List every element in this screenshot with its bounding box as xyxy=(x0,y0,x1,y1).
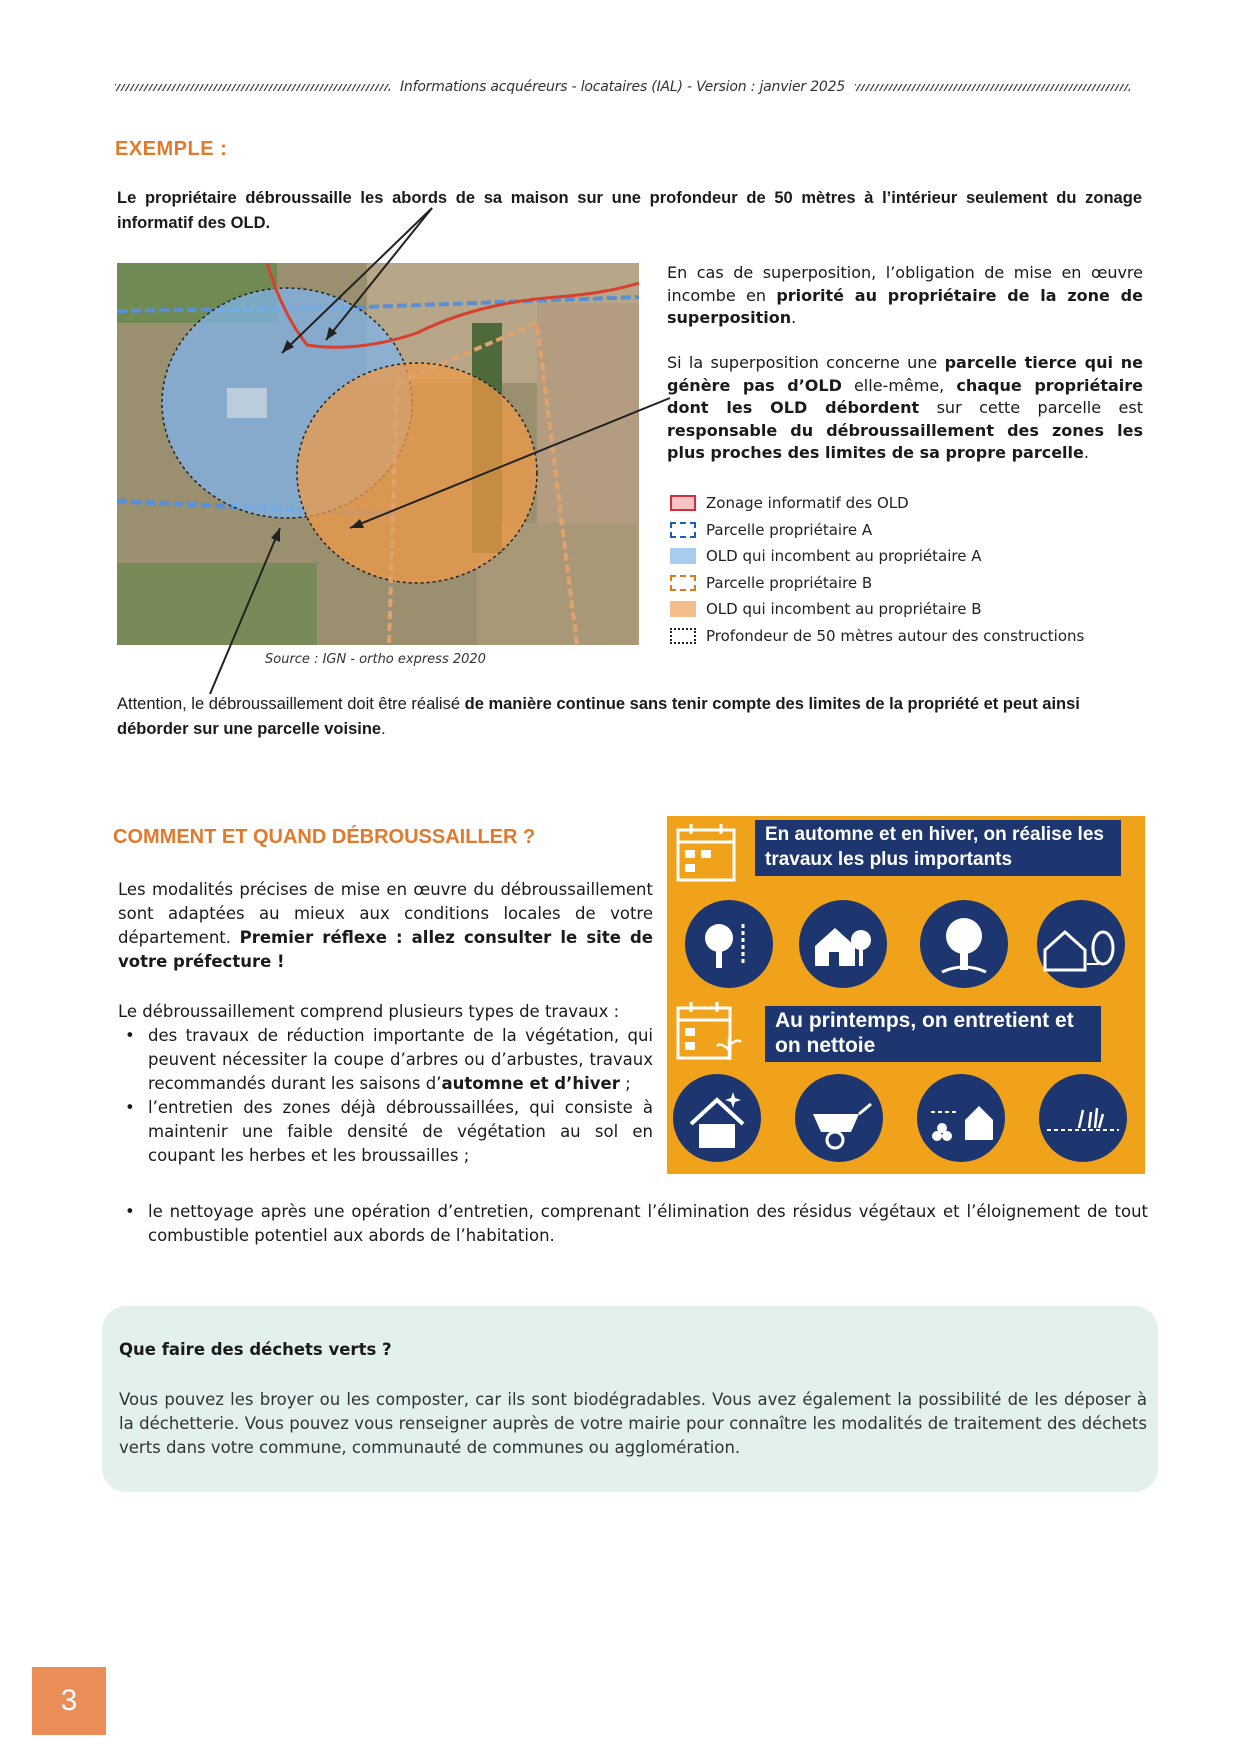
works-list-continued xyxy=(118,1200,1148,1248)
text-span: Les modalités précises de mise en œuvre du débroussaillement sont adaptées au mieux aux conditions locales de votre département. xyxy=(118,880,653,947)
list-item: • le nettoyage après une opération d’entretien, comprenant l’élimination des résidus végétaux et l’éloignement de tout combustible potentiel aux abords de l’habitation. xyxy=(118,1200,1148,1248)
page-number: 3 xyxy=(32,1667,106,1735)
legend-item xyxy=(670,570,1084,597)
how-title: COMMENT ET QUAND DÉBROUSSAILLER ? xyxy=(113,826,536,848)
text-span: En cas de superposition, l’obligation de mise en œuvre incombe en xyxy=(667,263,1143,305)
example-title: EXEMPLE : xyxy=(115,138,228,160)
text-bold: parcelle tierce qui ne génère pas d’OLD xyxy=(667,353,1143,395)
text-span: elle-même, xyxy=(841,375,957,395)
map-source: Source : IGN - ortho express 2020 xyxy=(265,652,486,667)
text-bold: chaque propriétaire dont les OLD débordent xyxy=(667,375,1144,417)
page-header xyxy=(115,76,1130,98)
tree-cutting-icon xyxy=(685,900,773,988)
legend-label: Parcelle propriétaire B xyxy=(706,573,873,592)
text-bold: priorité au propriétaire de la zone de superposition xyxy=(667,285,1143,327)
legend-item xyxy=(670,543,1084,570)
firewood-distance-icon xyxy=(917,1074,1005,1162)
banner-spring: Au printemps, on entretient et on nettoie xyxy=(765,1006,1101,1062)
text-span: des travaux de réduction importante de la végétation, qui peuvent nécessiter la coupe d’arbres ou d’arbustes, travaux recommandés durant les saisons d’ xyxy=(148,1026,653,1093)
text-bold: responsable du débroussaillement des zones les plus proches des limites de sa propre parcelle xyxy=(667,420,1143,462)
map-old-zone-b xyxy=(297,363,537,583)
text-span: . xyxy=(1083,443,1089,462)
how-paragraph xyxy=(118,878,653,974)
grass-cutting-icon xyxy=(1039,1074,1127,1162)
legend-item xyxy=(670,596,1084,623)
roof-cleaning-icon xyxy=(673,1074,761,1162)
text-span: Si la superposition concerne une xyxy=(667,353,945,372)
list-item xyxy=(118,1024,653,1096)
swatch-icon xyxy=(670,522,696,538)
map-legend xyxy=(670,490,1084,649)
green-waste-title: Que faire des déchets verts ? xyxy=(119,1340,392,1359)
legend-label: Profondeur de 50 mètres autour des constructions xyxy=(706,626,1085,645)
example-intro xyxy=(117,186,1142,236)
works-list-block xyxy=(118,1000,653,1168)
header-hatch-right xyxy=(855,84,1130,91)
legend-label: OLD qui incombent au propriétaire A xyxy=(706,547,982,566)
swatch-icon xyxy=(670,601,696,617)
text-span: . xyxy=(791,308,797,327)
swatch-icon xyxy=(670,628,696,644)
banner-autumn-winter: En automne et en hiver, on réalise les travaux les plus importants xyxy=(755,820,1121,876)
superposition-paragraph xyxy=(667,262,1143,330)
tree-pruning-icon xyxy=(920,900,1008,988)
legend-label: OLD qui incombent au propriétaire B xyxy=(706,600,982,619)
map-field xyxy=(117,563,317,645)
legend-label: Parcelle propriétaire A xyxy=(706,520,873,539)
green-waste-box xyxy=(102,1306,1158,1492)
swatch-icon xyxy=(670,548,696,564)
house-tree-icon xyxy=(799,900,887,988)
swatch-icon xyxy=(670,495,696,511)
text-span: Attention, le débroussaillement doit être réalisé xyxy=(117,695,465,713)
legend-item xyxy=(670,623,1084,650)
attention-note xyxy=(117,692,1142,742)
works-intro: Le débroussaillement comprend plusieurs types de travaux : xyxy=(118,1002,620,1021)
third-parcel-paragraph xyxy=(667,352,1143,465)
header-hatch-left xyxy=(115,84,390,91)
legend-item xyxy=(670,517,1084,544)
legend-item xyxy=(670,490,1084,517)
wheelbarrow-icon xyxy=(795,1074,883,1162)
green-waste-text: Vous pouvez les broyer ou les composter, car ils sont biodégradables. Vous avez également la possibilité de les déposer à la déchetterie. Vous pouvez vous renseigner auprès de votre mairie pour connaître les modalités de traitement des déchets verts dans votre commune, communauté de communes ou agglomération. xyxy=(119,1390,1147,1457)
calendar-icon xyxy=(675,822,741,884)
map-house xyxy=(227,388,267,418)
seasons-infographic xyxy=(667,816,1145,1174)
header-text: Informations acquéreurs - locataires (IAL) - Version : janvier 2025 xyxy=(399,79,846,95)
example-intro-text: Le propriétaire débroussaille les abords de sa maison sur une profondeur de 50 mètres à l’intérieur seulement du zonage informatif des OLD. xyxy=(117,189,1142,232)
house-distance-icon xyxy=(1037,900,1125,988)
works-list xyxy=(118,1024,653,1168)
calendar-plant-icon xyxy=(675,1000,745,1068)
text-span: sur cette parcelle est xyxy=(919,398,1143,417)
text-bold: automne et d’hiver xyxy=(441,1074,620,1093)
aerial-map xyxy=(117,263,639,645)
swatch-icon xyxy=(670,575,696,591)
text-bold: de manière continue sans tenir compte des limites de la propriété et peut ainsi déborder sur une parcelle voisine xyxy=(117,695,1080,738)
text-span: ; xyxy=(619,1074,631,1093)
list-item: • l’entretien des zones déjà débroussaillées, qui consiste à maintenir une faible densité de végétation au sol en coupant les herbes et les broussailles ; xyxy=(118,1096,653,1168)
text-span: . xyxy=(381,720,386,738)
text-bold: Premier réflexe : allez consulter le site de votre préfecture ! xyxy=(118,928,653,971)
legend-label: Zonage informatif des OLD xyxy=(706,494,909,513)
